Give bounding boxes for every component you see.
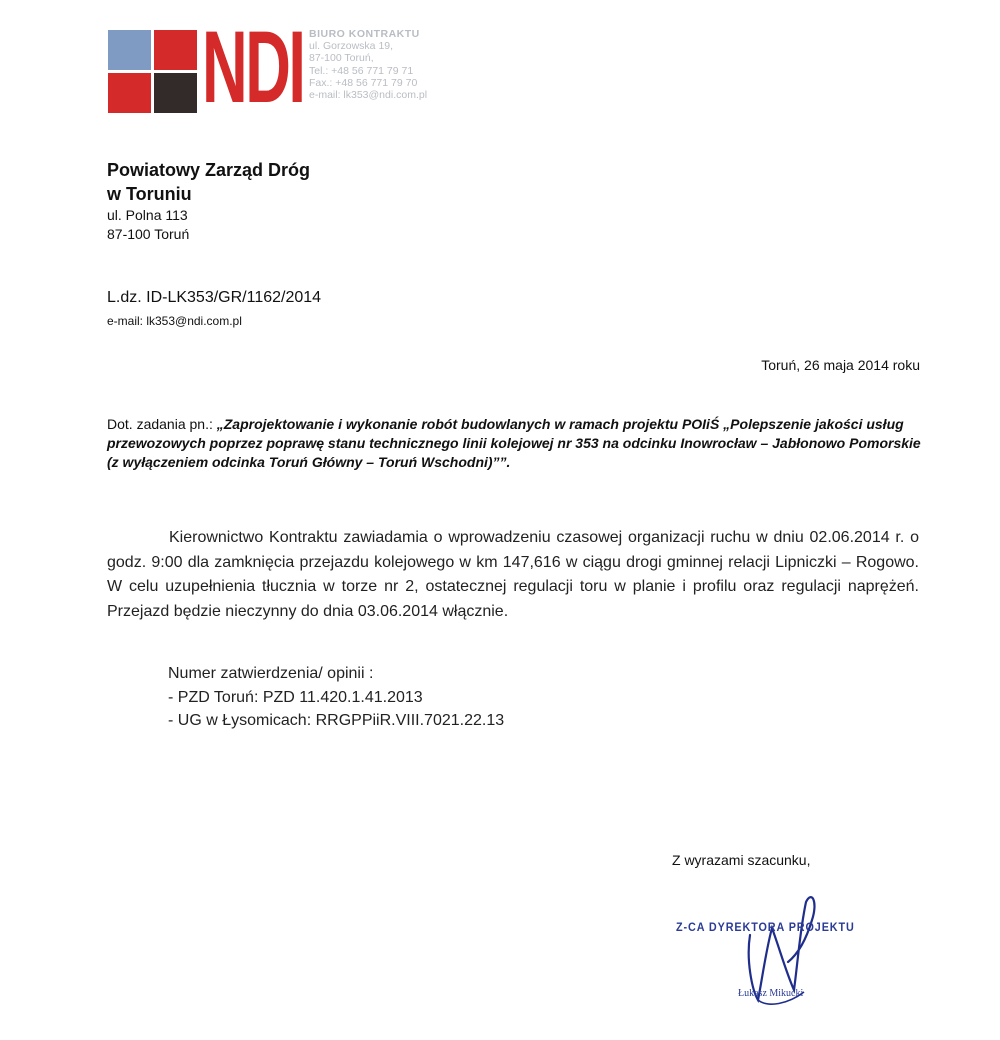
approval-item: - UG w Łysomicach: RRGPPiiR.VIII.7021.22.13	[168, 712, 505, 729]
logo-square-dark	[154, 73, 197, 113]
subject-title: „Zaprojektowanie i wykonanie robót budowlanych w ramach projektu POIiŚ „Polepszenie jakości usług przewozowych poprzez poprawę stanu technicznego linii kolejowej nr 353 na odcinku Inowrocław – Jabłonowo Pomorskie (z wyłączeniem odcinka Toruń Główny – Toruń Wschodni)””.	[107, 416, 921, 470]
office-street: ul. Gorzowska 19,	[309, 40, 394, 53]
office-title: BIURO KONTRAKTU	[309, 28, 420, 40]
addressee-name-line1: Powiatowy Zarząd Dróg	[107, 160, 311, 180]
stamp-name: Łukasz Mikucki	[738, 988, 804, 999]
approval-label: Numer zatwierdzenia/ opinii :	[168, 665, 374, 682]
office-email: e-mail: lk353@ndi.com.pl	[309, 89, 428, 102]
logo-square-red-top	[154, 30, 197, 70]
subject-block	[107, 415, 921, 472]
stamp-title: Z-CA DYREKTORA PROJEKTU	[676, 920, 855, 934]
office-fax: Fax.: +48 56 771 79 70	[309, 76, 418, 89]
office-city: 87-100 Toruń,	[309, 52, 374, 65]
company-logo-text: NDI	[202, 10, 304, 124]
closing-regards: Z wyrazami szacunku,	[672, 852, 811, 868]
company-logo-mark	[108, 30, 198, 114]
addressee-block	[107, 158, 310, 244]
addressee-name-line2: w Toruniu	[107, 184, 192, 204]
subject-prefix: Dot. zadania pn.:	[107, 416, 217, 432]
addressee-city: 87-100 Toruń	[107, 226, 190, 242]
reference-email: e-mail: lk353@ndi.com.pl	[107, 314, 242, 328]
office-address-block	[309, 28, 427, 101]
reference-number: L.dz. ID-LK353/GR/1162/2014	[107, 289, 322, 306]
logo-square-red-bottom	[108, 73, 151, 113]
office-phone: Tel.: +48 56 771 79 71	[309, 64, 414, 77]
approval-item: - PZD Toruń: PZD 11.420.1.41.2013	[168, 688, 423, 706]
body-paragraph: Kierownictwo Kontraktu zawiadamia o wprowadzeniu czasowej organizacji ruchu w dniu 02.06.2014 r. o godz. 9:00 dla zamknięcia przejazdu kolejowego w km 147,616 w ciągu drogi gminnej relacji Lipniczki – Rogowo. W celu uzupełnienia tłucznia w torze nr 2, ostatecznej regulacji toru w planie i profilu oraz regulacji naprężeń. Przejazd będzie nieczynny do dnia 03.06.2014 włącznie.	[107, 529, 919, 620]
letter-date: Toruń, 26 maja 2014 roku	[761, 357, 920, 373]
addressee-street: ul. Polna 113	[107, 207, 188, 223]
approval-list	[168, 662, 504, 733]
logo-square-blue	[108, 30, 151, 70]
handwritten-signature	[728, 880, 848, 1020]
